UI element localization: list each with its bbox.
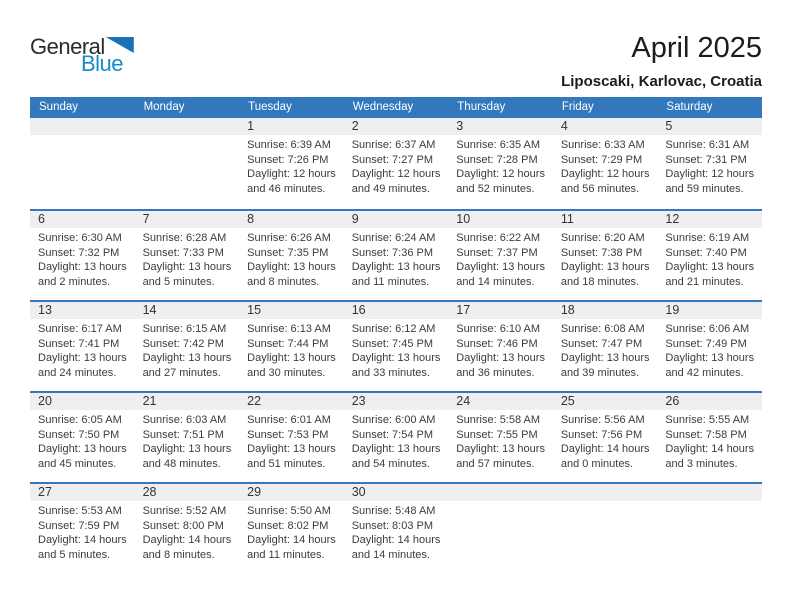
sunset-text: Sunset: 7:53 PM (247, 428, 329, 441)
sunrise-text: Sunrise: 5:52 AM (142, 505, 227, 517)
day-cell (344, 393, 449, 482)
day-number: 6 (30, 211, 135, 228)
day-details (135, 410, 240, 472)
day-cell (30, 393, 135, 482)
calendar (30, 97, 762, 573)
sunrise-text: Sunrise: 6:12 AM (351, 323, 436, 335)
day-number: 13 (30, 302, 135, 319)
day-details (553, 135, 658, 197)
sunset-text: Sunset: 7:56 PM (560, 428, 643, 441)
sunrise-text: Sunrise: 6:28 AM (142, 232, 227, 244)
sunset-text: Sunset: 7:28 PM (456, 153, 538, 166)
sunrise-text: Sunrise: 6:37 AM (351, 139, 436, 151)
day-number: 2 (344, 118, 449, 135)
day-details (448, 228, 553, 290)
sunrise-text: Sunrise: 6:01 AM (247, 414, 331, 426)
day-number (553, 484, 658, 501)
day-cell (239, 211, 344, 300)
daylight-text: Daylight: 13 hours and 48 minutes. (142, 443, 232, 471)
day-details (30, 410, 135, 472)
sunset-text: Sunset: 7:58 PM (665, 428, 747, 441)
day-details (344, 135, 449, 197)
day-details (135, 228, 240, 290)
day-details (30, 319, 135, 381)
day-number: 17 (448, 302, 553, 319)
daylight-text: Daylight: 12 hours and 52 minutes. (456, 168, 545, 196)
day-cell (239, 393, 344, 482)
day-details (448, 410, 553, 472)
sunset-text: Sunset: 8:02 PM (247, 519, 329, 532)
day-details (239, 501, 344, 563)
day-cell (239, 484, 344, 573)
day-number: 29 (239, 484, 344, 501)
sunrise-text: Sunrise: 6:24 AM (351, 232, 436, 244)
sunset-text: Sunset: 7:41 PM (38, 337, 120, 350)
sunrise-text: Sunrise: 6:00 AM (351, 414, 436, 426)
sunrise-text: Sunrise: 6:17 AM (38, 323, 122, 335)
sunset-text: Sunset: 7:36 PM (351, 246, 434, 259)
daylight-text: Daylight: 13 hours and 54 minutes. (351, 443, 441, 471)
sunrise-text: Sunrise: 6:35 AM (456, 139, 541, 151)
weekday-header-wednesday: Wednesday (352, 101, 414, 113)
day-number: 22 (239, 393, 344, 410)
sunset-text: Sunset: 7:47 PM (560, 337, 643, 350)
day-number: 4 (553, 118, 658, 135)
day-number: 12 (657, 211, 762, 228)
day-cell (553, 393, 658, 482)
sunset-text: Sunset: 7:49 PM (665, 337, 747, 350)
day-cell (553, 302, 658, 391)
weekday-header-thursday: Thursday (457, 101, 506, 113)
sunrise-text: Sunrise: 5:48 AM (351, 505, 436, 517)
weekday-header-sunday: Sunday (39, 101, 79, 113)
sunset-text: Sunset: 7:55 PM (456, 428, 538, 441)
sunset-text: Sunset: 7:37 PM (456, 246, 538, 259)
day-cell (135, 211, 240, 300)
daylight-text: Daylight: 13 hours and 2 minutes. (38, 261, 127, 289)
day-cell (239, 118, 344, 209)
day-details (239, 410, 344, 472)
day-number: 10 (448, 211, 553, 228)
day-cell (448, 393, 553, 482)
day-cell (657, 393, 762, 482)
weekday-header-monday: Monday (143, 101, 185, 113)
day-number: 15 (239, 302, 344, 319)
day-number: 30 (344, 484, 449, 501)
day-number: 28 (135, 484, 240, 501)
sunset-text: Sunset: 7:26 PM (247, 153, 329, 166)
day-cell (448, 211, 553, 300)
daylight-text: Daylight: 13 hours and 11 minutes. (351, 261, 441, 289)
daylight-text: Daylight: 14 hours and 8 minutes. (142, 534, 232, 562)
sunrise-text: Sunrise: 6:03 AM (142, 414, 227, 426)
day-details (657, 410, 762, 472)
week-row (30, 209, 762, 300)
day-number: 7 (135, 211, 240, 228)
day-details (30, 228, 135, 290)
day-cell (344, 484, 449, 573)
day-cell (657, 302, 762, 391)
daylight-text: Daylight: 13 hours and 57 minutes. (456, 443, 545, 471)
daylight-text: Daylight: 13 hours and 51 minutes. (247, 443, 336, 471)
sunrise-text: Sunrise: 6:26 AM (247, 232, 331, 244)
sunrise-text: Sunrise: 6:39 AM (247, 139, 331, 151)
sunset-text: Sunset: 7:29 PM (560, 153, 643, 166)
empty-day-cell (553, 484, 658, 573)
week-row (30, 482, 762, 573)
day-details (448, 135, 553, 197)
day-cell (344, 118, 449, 209)
daylight-text: Daylight: 13 hours and 5 minutes. (142, 261, 232, 289)
day-cell (344, 302, 449, 391)
daylight-text: Daylight: 13 hours and 8 minutes. (247, 261, 336, 289)
sunrise-text: Sunrise: 6:20 AM (560, 232, 645, 244)
daylight-text: Daylight: 12 hours and 46 minutes. (247, 168, 336, 196)
day-number: 11 (553, 211, 658, 228)
day-details (344, 501, 449, 563)
daylight-text: Daylight: 13 hours and 36 minutes. (456, 352, 545, 380)
logo-general-text: General (30, 34, 105, 59)
day-number: 25 (553, 393, 658, 410)
daylight-text: Daylight: 13 hours and 45 minutes. (38, 443, 127, 471)
day-cell (30, 484, 135, 573)
day-number (30, 118, 135, 135)
day-number: 18 (553, 302, 658, 319)
page-header (30, 0, 762, 90)
day-number: 19 (657, 302, 762, 319)
page-title: April 2025 (631, 32, 762, 64)
day-cell (448, 302, 553, 391)
weeks-container (30, 118, 762, 573)
sunset-text: Sunset: 8:00 PM (142, 519, 224, 532)
daylight-text: Daylight: 13 hours and 14 minutes. (456, 261, 545, 289)
day-details (553, 319, 658, 381)
sunrise-text: Sunrise: 6:30 AM (38, 232, 122, 244)
sunrise-text: Sunrise: 6:13 AM (247, 323, 331, 335)
day-cell (657, 211, 762, 300)
sunrise-text: Sunrise: 6:33 AM (560, 139, 645, 151)
day-number: 3 (448, 118, 553, 135)
week-row (30, 118, 762, 209)
day-number: 20 (30, 393, 135, 410)
daylight-text: Daylight: 13 hours and 21 minutes. (665, 261, 755, 289)
day-cell (553, 118, 658, 209)
daylight-text: Daylight: 13 hours and 42 minutes. (665, 352, 755, 380)
day-details (344, 410, 449, 472)
sunrise-text: Sunrise: 6:22 AM (456, 232, 541, 244)
day-number: 14 (135, 302, 240, 319)
sunrise-text: Sunrise: 6:31 AM (665, 139, 750, 151)
sunset-text: Sunset: 7:54 PM (351, 428, 434, 441)
day-number: 9 (344, 211, 449, 228)
sunrise-text: Sunrise: 6:08 AM (560, 323, 645, 335)
title-block (561, 32, 762, 90)
day-number: 8 (239, 211, 344, 228)
day-number: 21 (135, 393, 240, 410)
daylight-text: Daylight: 13 hours and 33 minutes. (351, 352, 441, 380)
day-details (553, 410, 658, 472)
day-details (135, 501, 240, 563)
sunset-text: Sunset: 8:03 PM (351, 519, 434, 532)
sunrise-text: Sunrise: 5:58 AM (456, 414, 541, 426)
empty-day-cell (135, 118, 240, 209)
day-cell (448, 118, 553, 209)
day-number (448, 484, 553, 501)
day-details (135, 319, 240, 381)
day-number: 27 (30, 484, 135, 501)
day-details (657, 228, 762, 290)
sunrise-text: Sunrise: 5:55 AM (665, 414, 750, 426)
sunset-text: Sunset: 7:51 PM (142, 428, 224, 441)
day-cell (30, 302, 135, 391)
day-number: 16 (344, 302, 449, 319)
weekday-header-row (30, 97, 762, 118)
day-details (239, 319, 344, 381)
day-details (239, 228, 344, 290)
day-number: 5 (657, 118, 762, 135)
sunset-text: Sunset: 7:42 PM (142, 337, 224, 350)
daylight-text: Daylight: 13 hours and 27 minutes. (142, 352, 232, 380)
sunrise-text: Sunrise: 6:19 AM (665, 232, 750, 244)
week-row (30, 300, 762, 391)
sunrise-text: Sunrise: 5:53 AM (38, 505, 122, 517)
day-cell (135, 484, 240, 573)
weekday-header-saturday: Saturday (666, 101, 713, 113)
daylight-text: Daylight: 13 hours and 39 minutes. (560, 352, 650, 380)
sunset-text: Sunset: 7:31 PM (665, 153, 747, 166)
sunrise-text: Sunrise: 6:15 AM (142, 323, 227, 335)
week-row (30, 391, 762, 482)
sunrise-text: Sunrise: 5:56 AM (560, 414, 645, 426)
day-details (448, 319, 553, 381)
empty-day-cell (657, 484, 762, 573)
day-cell (344, 211, 449, 300)
daylight-text: Daylight: 14 hours and 11 minutes. (247, 534, 336, 562)
sunset-text: Sunset: 7:44 PM (247, 337, 329, 350)
day-details (239, 135, 344, 197)
daylight-text: Daylight: 14 hours and 5 minutes. (38, 534, 127, 562)
sunrise-text: Sunrise: 6:10 AM (456, 323, 541, 335)
daylight-text: Daylight: 13 hours and 24 minutes. (38, 352, 127, 380)
day-cell (553, 211, 658, 300)
day-cell (239, 302, 344, 391)
empty-day-cell (448, 484, 553, 573)
empty-day-cell (30, 118, 135, 209)
day-cell (135, 302, 240, 391)
logo-blue-text: Blue (81, 51, 124, 76)
daylight-text: Daylight: 14 hours and 3 minutes. (665, 443, 755, 471)
day-details (30, 501, 135, 563)
day-cell (30, 211, 135, 300)
day-number: 1 (239, 118, 344, 135)
sunrise-text: Sunrise: 5:50 AM (247, 505, 331, 517)
sunset-text: Sunset: 7:33 PM (142, 246, 224, 259)
day-number (135, 118, 240, 135)
daylight-text: Daylight: 12 hours and 59 minutes. (665, 168, 755, 196)
page-subtitle: Liposcaki, Karlovac, Croatia (561, 73, 762, 90)
day-cell (657, 118, 762, 209)
sunset-text: Sunset: 7:59 PM (38, 519, 120, 532)
sunrise-text: Sunrise: 6:06 AM (665, 323, 750, 335)
day-details (553, 228, 658, 290)
day-number: 24 (448, 393, 553, 410)
sunset-text: Sunset: 7:32 PM (38, 246, 120, 259)
sunset-text: Sunset: 7:50 PM (38, 428, 120, 441)
sunset-text: Sunset: 7:35 PM (247, 246, 329, 259)
day-details (344, 228, 449, 290)
day-details (344, 319, 449, 381)
day-details (657, 135, 762, 197)
day-details (657, 319, 762, 381)
daylight-text: Daylight: 12 hours and 56 minutes. (560, 168, 650, 196)
day-number: 23 (344, 393, 449, 410)
day-cell (135, 393, 240, 482)
weekday-header-tuesday: Tuesday (248, 101, 292, 113)
daylight-text: Daylight: 12 hours and 49 minutes. (351, 168, 441, 196)
daylight-text: Daylight: 14 hours and 14 minutes. (351, 534, 441, 562)
day-number: 26 (657, 393, 762, 410)
sunset-text: Sunset: 7:38 PM (560, 246, 643, 259)
sunset-text: Sunset: 7:27 PM (351, 153, 434, 166)
weekday-header-friday: Friday (561, 101, 594, 113)
daylight-text: Daylight: 13 hours and 18 minutes. (560, 261, 650, 289)
general-blue-logo (30, 36, 134, 75)
day-number (657, 484, 762, 501)
daylight-text: Daylight: 14 hours and 0 minutes. (560, 443, 650, 471)
sunset-text: Sunset: 7:46 PM (456, 337, 538, 350)
sunset-text: Sunset: 7:40 PM (665, 246, 747, 259)
sunset-text: Sunset: 7:45 PM (351, 337, 434, 350)
daylight-text: Daylight: 13 hours and 30 minutes. (247, 352, 336, 380)
sunrise-text: Sunrise: 6:05 AM (38, 414, 122, 426)
